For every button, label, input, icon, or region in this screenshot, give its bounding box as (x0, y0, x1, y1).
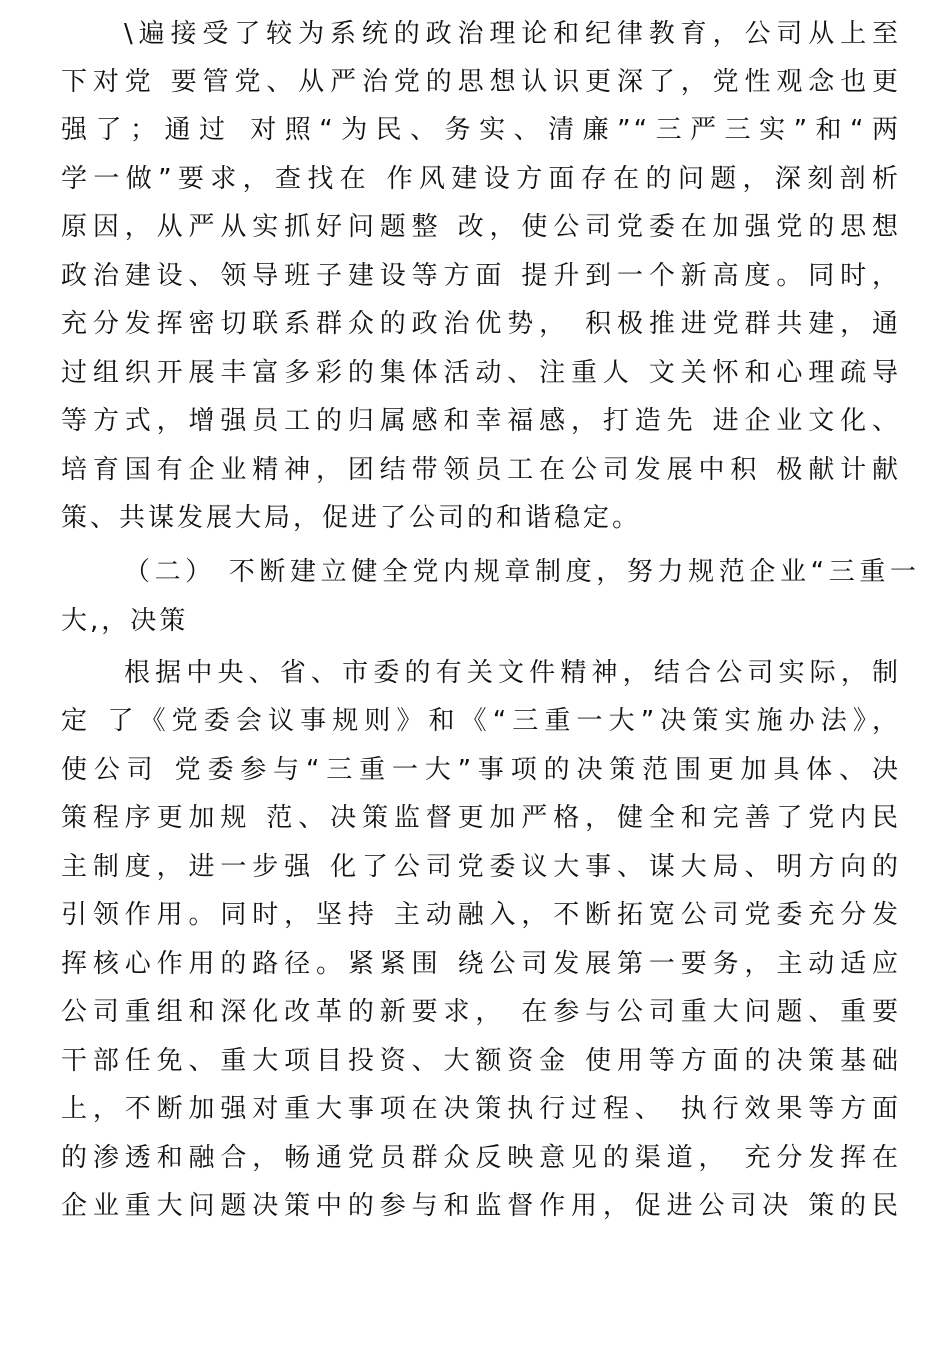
section-heading-continuation: 大,，决策 (61, 606, 189, 636)
body-text-line: 下对党 要管党、从严治党的思想认识更深了，党性观念也更 (61, 67, 901, 97)
body-text-line: 干部任免、重大项目投资、大额资金 使用等方面的决策基础 (61, 1046, 901, 1076)
body-text-line: 主制度，进一步强 化了公司党委议大事、谋大局、明方向的 (61, 852, 901, 882)
body-text-line: 引领作用。同时，坚持 主动融入，不断拓宽公司党委充分发 (61, 900, 901, 930)
body-text-line: 学一做”要求，查找在 作风建设方面存在的问题，深刻剖析 (61, 164, 901, 194)
body-text-line: 的渗透和融合，畅通党员群众反映意见的渠道， 充分发挥在 (61, 1143, 901, 1173)
body-text-line: 定 了《党委会议事规则》和《“三重一大”决策实施办法》， (61, 706, 901, 736)
body-text-line: 过组织开展丰富多彩的集体活动、注重人 文关怀和心理疏导 (61, 358, 901, 388)
body-text-line: 等方式，增强员工的归属感和幸福感，打造先 进企业文化、 (61, 406, 901, 436)
body-text-line: 公司重组和深化改革的新要求， 在参与公司重大问题、重要 (61, 997, 901, 1027)
body-text-line: 挥核心作用的路径。紧紧围 绕公司发展第一要务，主动适应 (61, 949, 901, 979)
body-text-line: 策程序更加规 范、决策监督更加严格，健全和完善了党内民 (61, 803, 901, 833)
body-text-line: 根据中央、省、市委的有关文件精神，结合公司实际，制 (124, 658, 901, 688)
body-text-line: 使公司 党委参与“三重一大”事项的决策范围更加具体、决 (61, 755, 901, 785)
body-text-line: 政治建设、领导班子建设等方面 提升到一个新高度。同时， (61, 261, 901, 291)
body-text-line: 策、共谋发展大局，促进了公司的和谐稳定。 (61, 503, 642, 533)
section-heading: （二） 不断建立健全党内规章制度，努力规范企业“三重一 (124, 557, 919, 587)
body-text-line: 原因，从严从实抓好问题整 改，使公司党委在加强党的思想 (61, 212, 901, 242)
body-text-line: \遍接受了较为系统的政治理论和纪律教育，公司从上至 (124, 19, 901, 49)
body-text-line: 企业重大问题决策中的参与和监督作用，促进公司决 策的民 (61, 1191, 901, 1221)
body-text-line: 上，不断加强对重大事项在决策执行过程、 执行效果等方面 (61, 1094, 901, 1124)
body-text-line: 培育国有企业精神，团结带领员工在公司发展中积 极献计献 (61, 455, 901, 485)
body-text-line: 强了；通过 对照“为民、务实、清廉”“三严三实”和“两 (61, 115, 901, 145)
body-text-line: 充分发挥密切联系群众的政治优势， 积极推进党群共建，通 (61, 309, 901, 339)
